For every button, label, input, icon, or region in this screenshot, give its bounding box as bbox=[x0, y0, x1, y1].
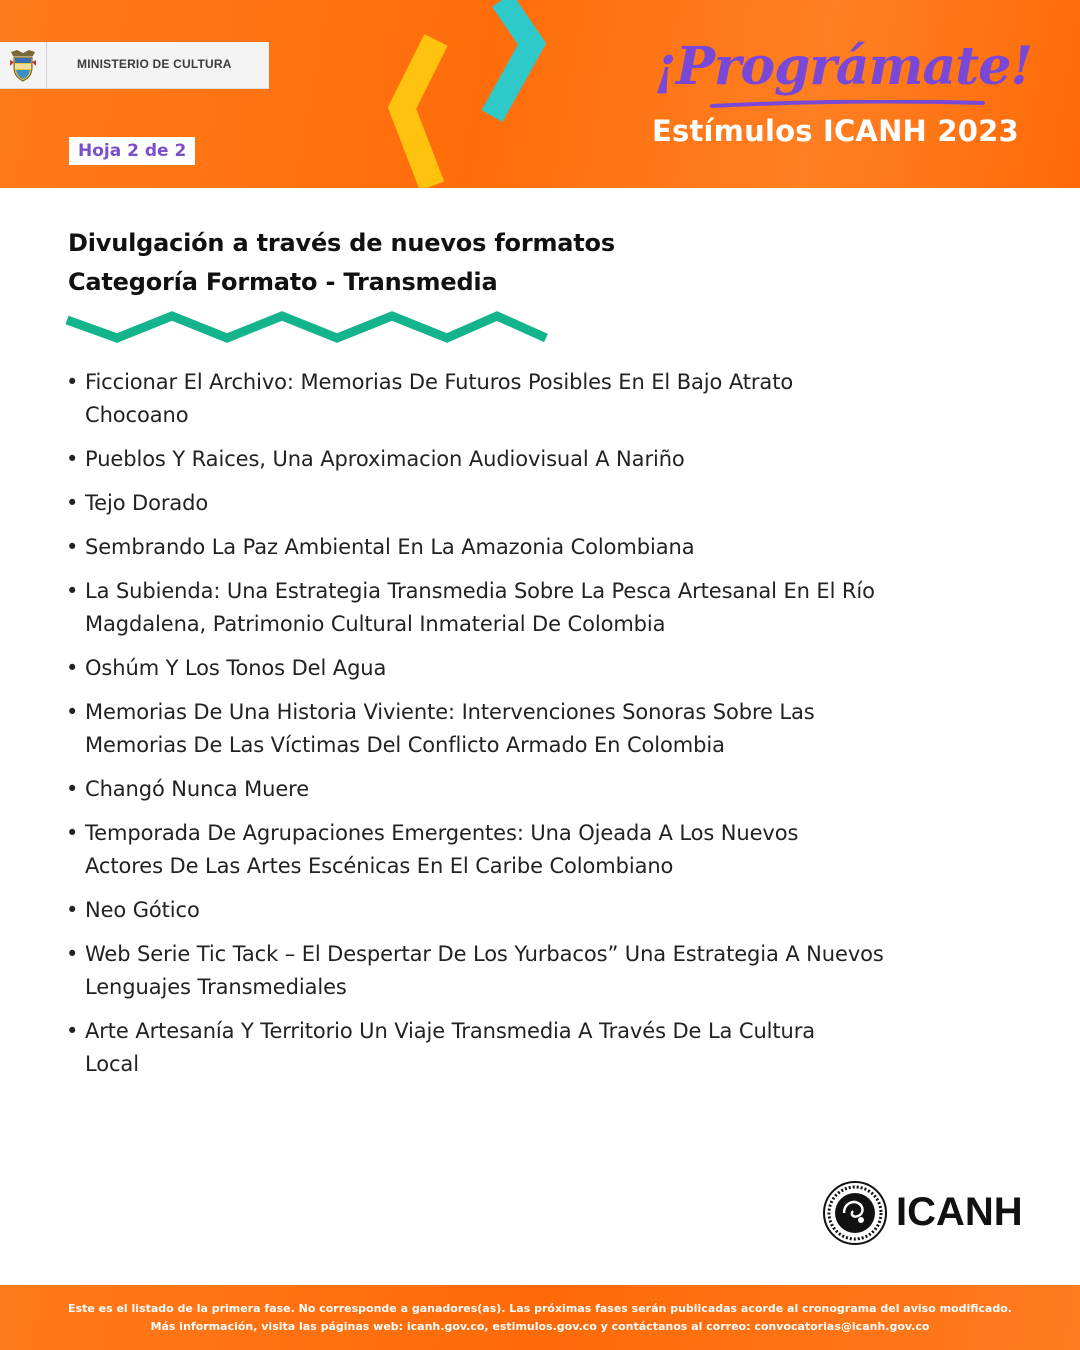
list-item-text: Neo Gótico bbox=[85, 898, 200, 922]
bullet-icon: • bbox=[66, 447, 79, 471]
header-banner bbox=[0, 0, 1080, 188]
campaign-subtitle: Estímulos ICANH 2023 bbox=[652, 114, 1019, 148]
list-item bbox=[66, 487, 1026, 520]
list-item-text: Sembrando La Paz Ambiental En La Amazonia Colombiana bbox=[85, 535, 695, 559]
bullet-icon: • bbox=[66, 535, 79, 559]
decorative-chevrons-icon bbox=[380, 0, 560, 188]
icanh-wordmark: ICANH bbox=[896, 1190, 1023, 1234]
zigzag-divider-icon bbox=[64, 310, 550, 348]
list-item-text: Arte Artesanía Y Territorio Un Viaje Transmedia A Través De La Cultura bbox=[85, 1019, 816, 1043]
list-item-text: Temporada De Agrupaciones Emergentes: Una Ojeada A Los Nuevos bbox=[85, 821, 799, 845]
list-item-text: Memorias De Las Víctimas Del Conflicto Armado En Colombia bbox=[85, 733, 725, 757]
footer-banner bbox=[0, 1285, 1080, 1350]
ministry-label: MINISTERIO DE CULTURA bbox=[77, 57, 232, 71]
bullet-icon: • bbox=[66, 821, 79, 845]
list-item bbox=[66, 575, 1026, 641]
campaign-brand bbox=[640, 30, 1040, 160]
icanh-logo bbox=[822, 1180, 1022, 1246]
list-item bbox=[66, 773, 1026, 806]
list-item-text: La Subienda: Una Estrategia Transmedia Sobre La Pesca Artesanal En El Río bbox=[85, 579, 875, 603]
list-item-text: Tejo Dorado bbox=[85, 491, 209, 515]
icanh-seal-icon bbox=[822, 1180, 888, 1246]
badge-divider bbox=[46, 42, 47, 88]
bullet-icon: • bbox=[66, 1019, 79, 1043]
list-item-text: Pueblos Y Raices, Una Aproximacion Audiovisual A Nariño bbox=[85, 447, 685, 471]
bullet-icon: • bbox=[66, 370, 79, 394]
bullet-icon: • bbox=[66, 491, 79, 515]
list-item-text: Local bbox=[85, 1052, 139, 1076]
list-item bbox=[66, 443, 1026, 476]
bullet-icon: • bbox=[66, 942, 79, 966]
list-item bbox=[66, 817, 1026, 883]
footer-notice: Este es el listado de la primera fase. No corresponde a ganadores(as). Las próximas fases serán publicadas acorde al cronograma del aviso modificado. bbox=[68, 1302, 1012, 1315]
bullet-icon: • bbox=[66, 579, 79, 603]
list-item-text: Changó Nunca Muere bbox=[85, 777, 310, 801]
list-item bbox=[66, 531, 1026, 564]
bullet-icon: • bbox=[66, 700, 79, 724]
bullet-icon: • bbox=[66, 898, 79, 922]
slogan-underline-icon bbox=[710, 100, 985, 108]
list-item-text: Web Serie Tic Tack – El Despertar De Los Yurbacos” Una Estrategia A Nuevos bbox=[85, 942, 884, 966]
section-category-line: Categoría Formato - Transmedia bbox=[68, 268, 498, 296]
list-item-text: Lenguajes Transmediales bbox=[85, 975, 347, 999]
section-title bbox=[68, 224, 615, 302]
list-item-text: Chocoano bbox=[85, 403, 189, 427]
section-title-line: Divulgación a través de nuevos formatos bbox=[68, 229, 615, 257]
list-item bbox=[66, 1015, 1026, 1081]
project-list bbox=[66, 366, 1026, 1092]
sheet-indicator: Hoja 2 de 2 bbox=[69, 137, 195, 165]
list-item-text: Actores De Las Artes Escénicas En El Caribe Colombiano bbox=[85, 854, 674, 878]
list-item bbox=[66, 894, 1026, 927]
list-item bbox=[66, 366, 1026, 432]
bullet-icon: • bbox=[66, 777, 79, 801]
campaign-slogan: ¡Prográmate! bbox=[654, 36, 1033, 97]
list-item-text: Ficcionar El Archivo: Memorias De Futuros Posibles En El Bajo Atrato bbox=[85, 370, 794, 394]
list-item bbox=[66, 652, 1026, 685]
list-item bbox=[66, 696, 1026, 762]
colombia-coat-of-arms-icon bbox=[7, 48, 39, 82]
bullet-icon: • bbox=[66, 656, 79, 680]
list-item bbox=[66, 938, 1026, 1004]
list-item-text: Memorias De Una Historia Viviente: Intervenciones Sonoras Sobre Las bbox=[85, 700, 815, 724]
footer-contact: Más información, visita las páginas web: icanh.gov.co, estimulos.gov.co y contáctanos al correo: convocatorias@icanh.gov.co bbox=[150, 1320, 930, 1333]
list-item-text: Oshúm Y Los Tonos Del Agua bbox=[85, 656, 387, 680]
ministry-badge bbox=[0, 42, 269, 89]
list-item-text: Magdalena, Patrimonio Cultural Inmaterial De Colombia bbox=[85, 612, 666, 636]
